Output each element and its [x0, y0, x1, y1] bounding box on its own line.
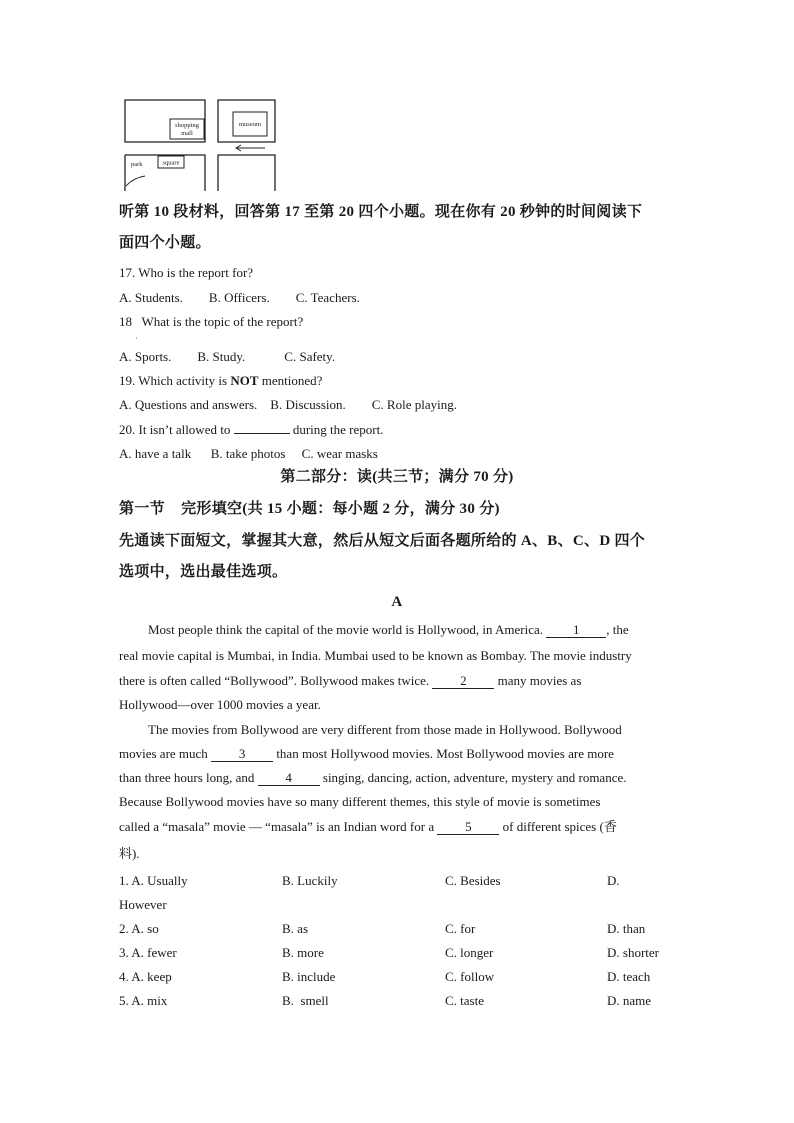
question-20-stem — [119, 421, 383, 438]
blank-3: 3 — [211, 747, 273, 762]
passage-p1-line-3 — [119, 672, 581, 689]
passage-p2-line-4: Because Bollywood movies have so many different themes, this style of movie is sometimes — [119, 794, 601, 809]
question-18-options: A. Sports. B. Study. C. Safety. — [119, 349, 336, 364]
answer-2-d: D. than — [607, 921, 646, 936]
answer-4-d: D. teach — [607, 969, 651, 984]
section1-title: 第一节 完形填空(共 15 小题：每小题 2 分，满分 30 分) — [119, 501, 500, 517]
answer-3-a: 3. A. fewer — [119, 945, 177, 960]
part2-title: 第二部分：读(共三节；满分 70 分) — [280, 469, 514, 485]
answer-4-a: 4. A. keep — [119, 969, 172, 984]
shopping-label-1: shopping — [175, 122, 199, 129]
square-label: square — [162, 159, 180, 167]
answer-1-d-wrap: However — [119, 897, 167, 912]
answer-2-c: C. for — [445, 921, 476, 936]
passage-p2-line-2 — [119, 745, 614, 762]
p2-l3-text-a: than three hours long, and — [119, 770, 258, 785]
q20-blank — [234, 433, 290, 434]
passage-p1-line-1 — [148, 621, 629, 638]
blank-4: 4 — [258, 771, 320, 786]
answer-4-c: C. follow — [445, 969, 495, 984]
q20-stem-before: 20. It isn’t allowed to — [119, 422, 234, 437]
q19-stem-bold: NOT — [230, 373, 259, 388]
passage-p1-line-2: real movie capital is Mumbai, in India. Mumbai used to be known as Bombay. The movie industry — [119, 648, 632, 663]
answer-2-a: 2. A. so — [119, 921, 159, 936]
part2-instruction-line-1: 先通读下面短文，掌握其大意，然后从短文后面各题所给的 A、B、C、D 四个 — [119, 533, 646, 549]
shopping-label-2: mall — [181, 130, 193, 137]
answer-3-d: D. shorter — [607, 945, 659, 960]
question-17-options: A. Students. B. Officers. C. Teachers. — [119, 290, 360, 305]
street-map-figure — [123, 98, 277, 192]
p1-l3-text-a: there is often called “Bollywood”. Bollywood makes twice. — [119, 673, 433, 688]
instruction-line-2: 面四个小题。 — [119, 235, 211, 251]
passage-label: A — [391, 594, 403, 610]
blank-5: 5 — [437, 820, 499, 835]
answer-5-a: 5. A. mix — [119, 993, 168, 1008]
q19-stem-after: mentioned? — [258, 373, 323, 388]
q20-stem-after: during the report. — [289, 422, 384, 437]
answer-1-d: D. — [607, 873, 620, 888]
answer-2-b: B. as — [282, 921, 308, 936]
q19-stem-before: 19. Which activity is — [119, 373, 231, 388]
p2-l3-text-b: singing, dancing, action, adventure, mystery and romance. — [319, 770, 627, 785]
p1-l1-text-a: Most people think the capital of the movie world is Hollywood, in America. — [148, 622, 547, 637]
answer-1-a: 1. A. Usually — [119, 873, 188, 888]
p1-l3-text-b: many movies as — [494, 673, 582, 688]
museum-label: museum — [238, 121, 262, 128]
question-19-stem — [119, 372, 322, 389]
map-block-bottom-right — [218, 155, 275, 191]
passage-p2-line-5 — [119, 818, 617, 835]
passage-p2-line-1: The movies from Bollywood are very different from those made in Hollywood. Bollywood — [148, 722, 622, 737]
question-19-options: A. Questions and answers. B. Discussion. C. Role playing. — [119, 397, 457, 412]
p2-l2-text-a: movies are much — [119, 746, 212, 761]
answer-1-b: B. Luckily — [282, 873, 338, 888]
p2-l2-text-b: than most Hollywood movies. Most Bollywood movies are more — [273, 746, 614, 761]
answer-4-b: B. include — [282, 969, 336, 984]
p2-l5-text-a: called a “masala” movie — “masala” is an Indian word for a — [119, 819, 438, 834]
blank-2: 2 — [432, 674, 494, 689]
instruction-line-1: 听第 10 段材料，回答第 17 至第 20 四个小题。现在你有 20 秒钟的时间阅读下 — [119, 204, 643, 220]
map-block-top-left — [125, 100, 205, 142]
answer-1-c: C. Besides — [445, 873, 501, 888]
answer-5-d: D. name — [607, 993, 652, 1008]
park-path — [126, 176, 145, 186]
passage-p2-line-6: 料). — [119, 846, 140, 861]
question-17-stem: 17. Who is the report for? — [119, 265, 254, 280]
passage-p2-line-3 — [119, 769, 627, 786]
stray-dot: · — [135, 333, 138, 343]
question-20-options: A. have a talk B. take photos C. wear masks — [119, 446, 378, 461]
park-label: park — [131, 161, 143, 168]
answer-5-b: B. smell — [282, 993, 329, 1008]
passage-p1-line-4: Hollywood—over 1000 movies a year. — [119, 697, 321, 712]
question-18-stem: 18 What is the topic of the report? — [119, 314, 304, 329]
answer-5-c: C. taste — [445, 993, 484, 1008]
answer-3-c: C. longer — [445, 945, 494, 960]
map-drawing — [123, 98, 277, 192]
p1-l1-text-b: , the — [606, 622, 629, 637]
answer-3-b: B. more — [282, 945, 324, 960]
part2-instruction-line-2: 选项中，选出最佳选项。 — [119, 564, 288, 580]
p2-l5-text-b: of different spices (香 — [499, 819, 617, 834]
blank-1: 1 — [546, 623, 606, 638]
